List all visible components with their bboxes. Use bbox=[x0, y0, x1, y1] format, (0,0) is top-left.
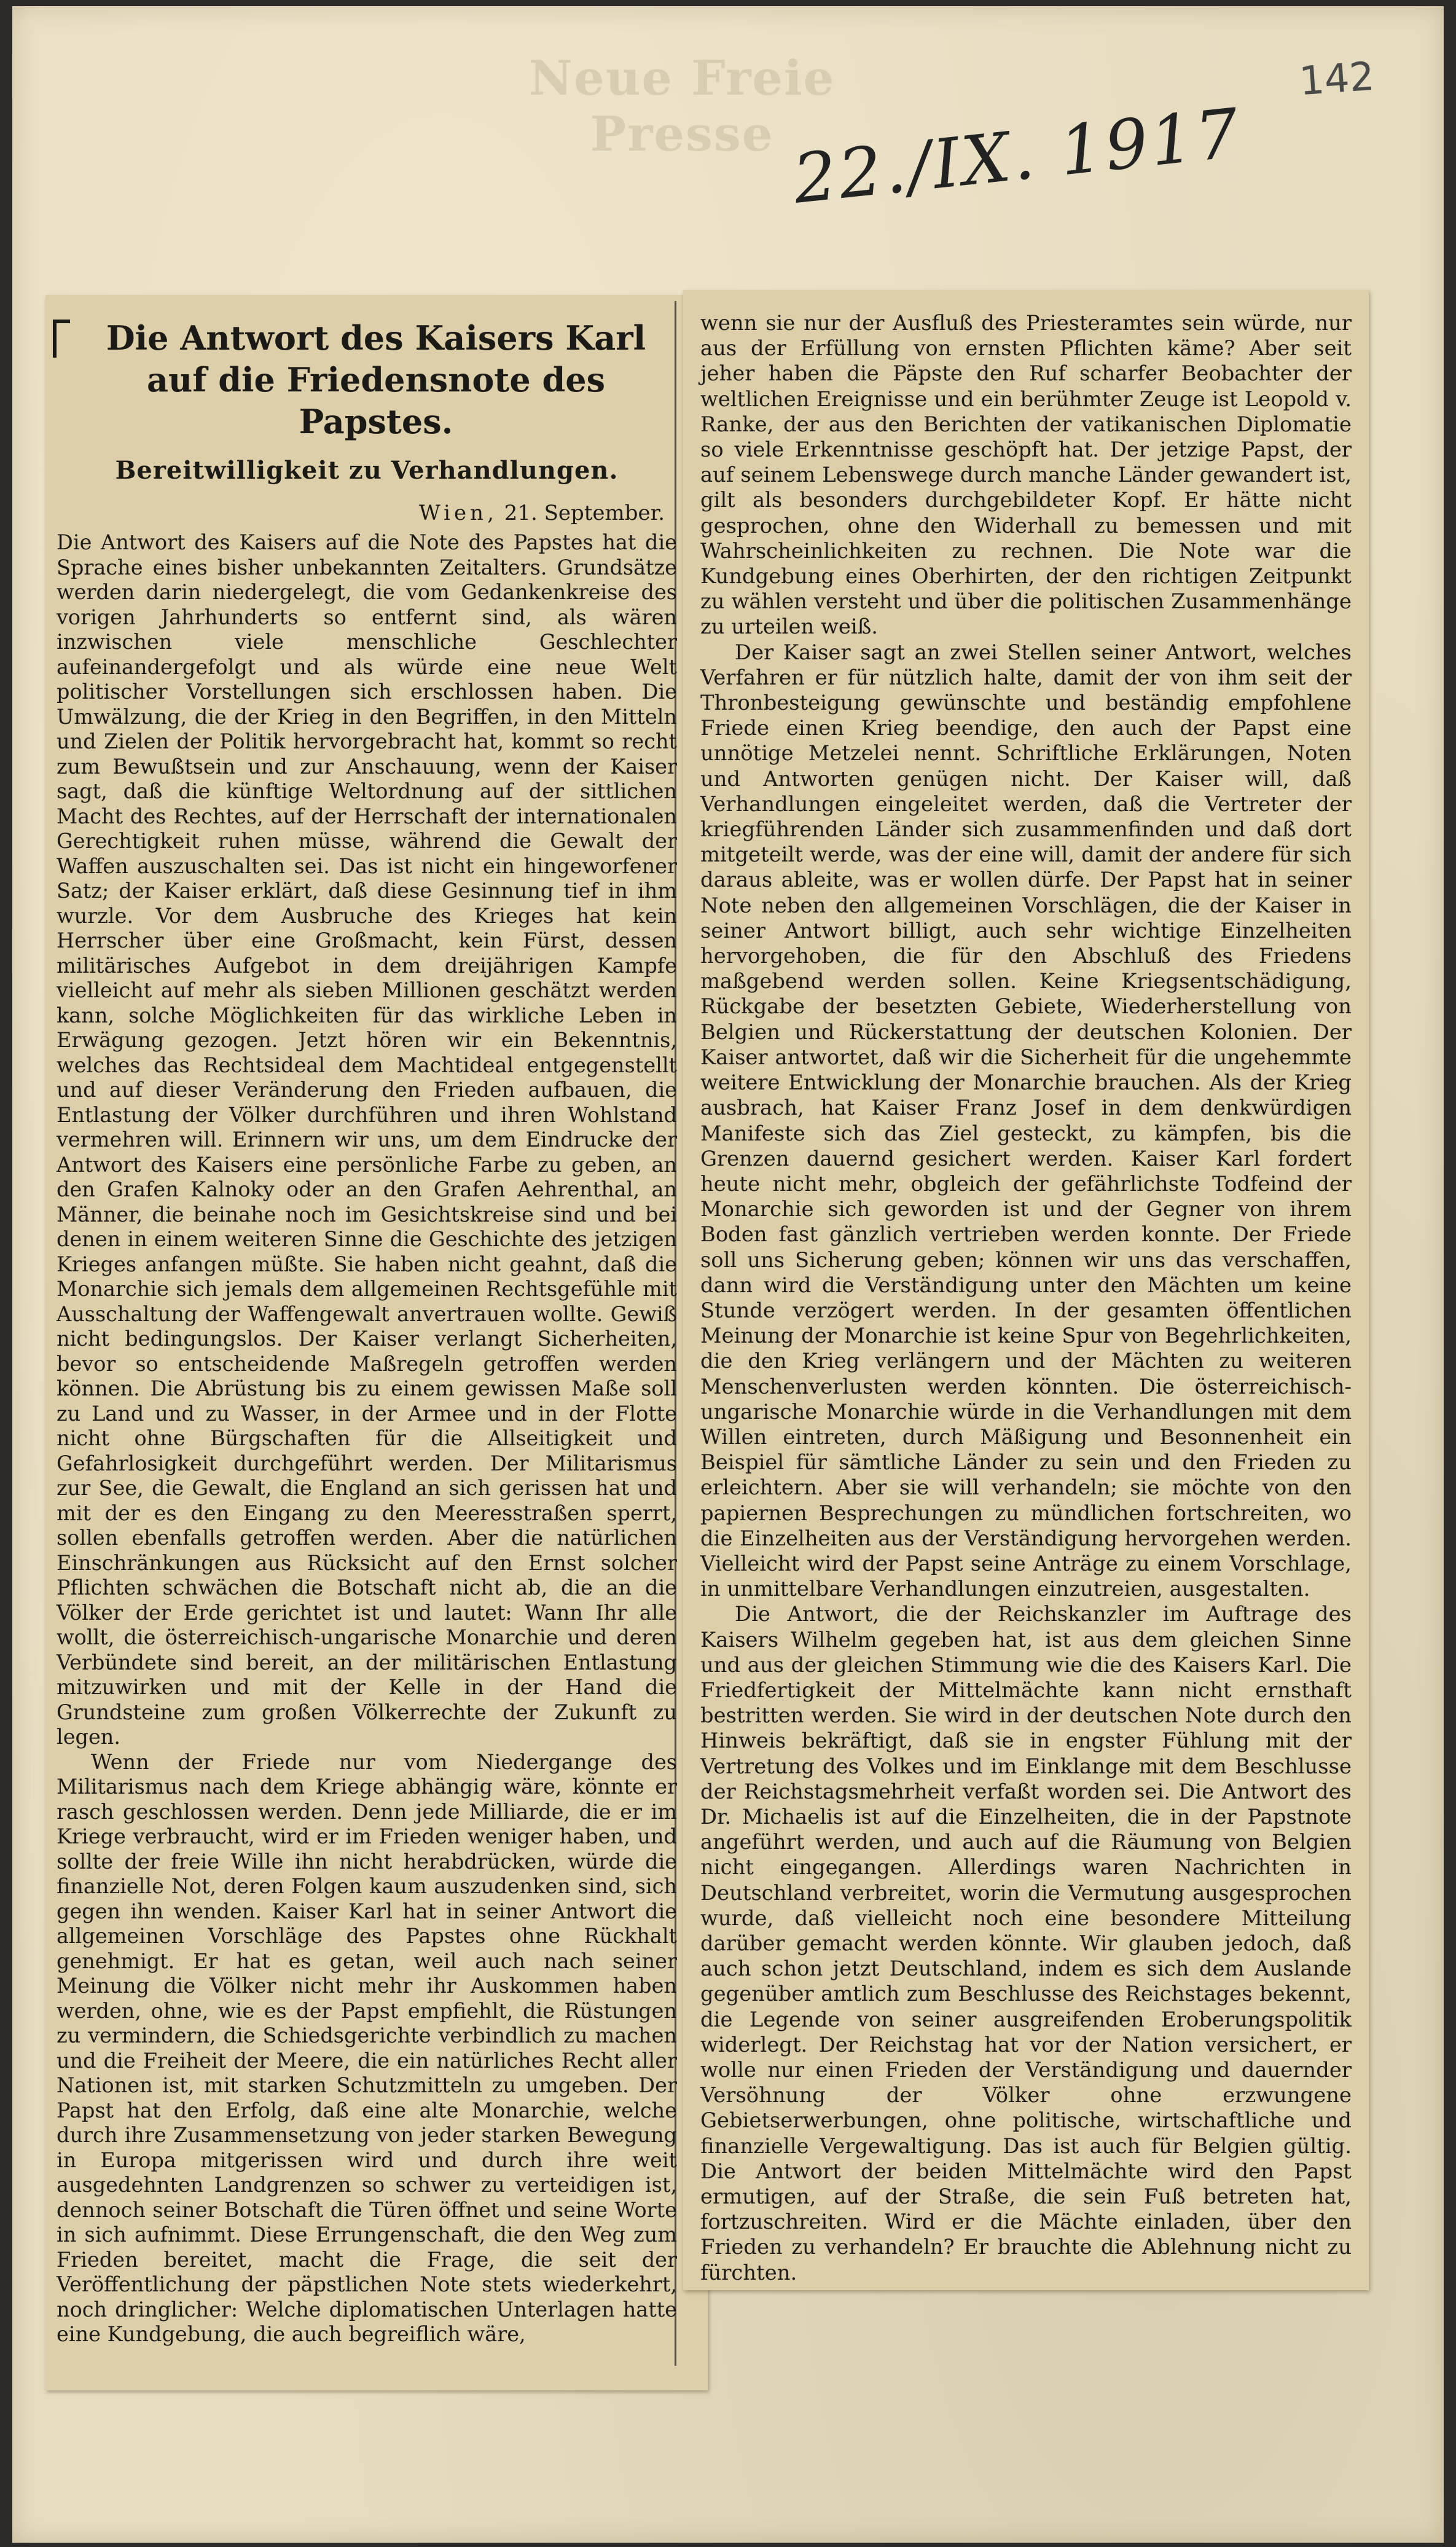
right-column-body bbox=[700, 310, 1352, 2285]
article-right-column bbox=[700, 310, 1352, 2285]
article-subheadline: Bereitwilligkeit zu Verhandlungen. bbox=[115, 456, 619, 485]
paragraph: Die Antwort des Kaisers auf die Note des Papstes hat die Sprache eines bisher unbekannten Zeitalters. Grundsätze werden darin niedergelegt, die vom Gedankenkreise des vorigen Jahrhunderts so entfernt sind, als wären inzwischen viele menschliche Geschlechter aufeinandergefolgt und als würde eine neue Welt politischer Vorstellungen sich erschlossen haben. Die Umwälzung, die der Krieg in den Begriffen, in den Mitteln und Zielen der Politik hervorgebracht hat, kommt so recht zum Bewußtsein und zur Anschauung, wenn der Kaiser sagt, daß die künftige Weltordnung auf der sittlichen Macht des Rechtes, auf der Herrschaft der internationalen Gerechtigkeit ruhen müsse, während die Gewalt der Waffen auszuschalten sei. Das ist nicht ein hingeworfener Satz; der Kaiser erklärt, daß diese Gesinnung tief in ihm wurzle. Vor dem Ausbruche des Krieges hat kein Herrscher über eine Großmacht, kein Fürst, dessen militärisches Aufgebot in dem dreijährigen Kampfe vielleicht auf mehr als sieben Millionen geschätzt werden kann, solche Möglichkeiten für das wirkliche Leben in Erwägung gezogen. Jetzt hören wir ein Bekenntnis, welches das Rechtsideal dem Machtideal entgegenstellt und auf dieser Veränderung den Frieden aufbauen, die Entlastung der Völker durchführen und ihren Wohlstand vermehren will. Erinnern wir uns, um dem Eindrucke der Antwort des Kaisers eine persönliche Farbe zu geben, an den Grafen Kalnoky oder an den Grafen Aehrenthal, an Männer, die beinahe noch im Gesichtskreise sind und bei denen in einem weiteren Sinne die Geschichte des jetzigen Krieges anfangen müßte. Sie haben nicht geahnt, daß die Monarchie sich jemals dem allgemeinen Rechtsgefühle mit Ausschaltung der Waffengewalt anvertrauen wollte. Gewiß nicht bedingungslos. Der Kaiser verlangt Sicherheiten, bevor so entscheidende Maßregeln getroffen werden können. Die Abrüstung bis zu einem gewissen Maße soll zu Land und zu Wasser, in der Armee und in der Flotte nicht ohne Bürgschaften für die Allseitigkeit und Gefahrlosigkeit durchgeführt werden. Der Militarismus zur See, die Gewalt, die England an sich gerissen hat und mit der es den Eingang zu den Meeresstraßen sperrt, sollen ebenfalls getroffen werden. Aber die natürlichen Einschränkungen aus Rücksicht auf den Ernst solcher Pflichten schwächen die Botschaft nicht ab, die an die Völker der Erde gerichtet ist und lautet: Wann Ihr alle wollt, die österreichisch-ungarische Monarchie und deren Verbündete sind bereit, an der militärischen Entlastung mitzuwirken und mit der Kelle in der Hand die Grundsteine zum großen Völkerrechte der Zukunft zu legen. bbox=[57, 530, 677, 1749]
handwritten-date: 22./IX. 1917 bbox=[789, 93, 1245, 219]
paragraph: Der Kaiser sagt an zwei Stellen seiner Antwort, welches Verfahren er für nützlich halte, damit der von ihm seit der Thronbesteigung gewünschte und beständig empfohlene Friede einen Krieg beendige, den auch der Papst eine unnötige Metzelei nennt. Schriftliche Erklärungen, Noten und Antworten genügen nicht. Der Kaiser will, daß Verhandlungen eingeleitet werden, daß die Vertreter der kriegführenden Länder sich zusammenfinden und daß dort mitgeteilt werde, was der eine will, damit der andere für sich daraus ableite, was er wollen dürfe. Der Papst hat in seiner Note neben den allgemeinen Vorschlägen, die der Kaiser in seiner Antwort billigt, auch sehr wichtige Einzelheiten hervorgehoben, die für den Abschluß des Friedens maßgebend werden sollen. Keine Kriegsentschädigung, Rückgabe der besetzten Gebiete, Wiederherstellung von Belgien und Rückerstattung der deutschen Kolonien. Der Kaiser antwortet, daß wir die Sicherheit für die ungehemmte weitere Entwicklung der Monarchie brauchen. Als der Krieg ausbrach, hat Kaiser Franz Josef in dem denkwürdigen Manifeste sich das Ziel gesteckt, zu kämpfen, bis die Grenzen dauernd gesichert werden. Kaiser Karl fordert heute nicht mehr, obgleich der gefährlichste Todfeind der Monarchie sich geworden ist und der Gegner von ihrem Boden fast gänzlich vertrieben werden konnte. Der Friede soll uns Sicherung geben; können wir uns das verschaffen, dann wird die Verständigung unter den Mächten um keine Stunde verzögert werden. In der gesamten öffentlichen Meinung der Monarchie ist keine Spur von Begehrlichkeiten, die den Krieg verlängern und der Mächten zu weiteren Menschenverlusten werden könnten. Die österreichisch-ungarische Monarchie würde in die Verhandlungen mit dem Willen eintreten, durch Mäßigung und Besonnenheit ein Beispiel für sämtliche Länder zu sein und den Frieden zu erleichtern. Aber sie will verhandeln; sie möchte von den papiernen Besprechungen zu mündlichen fortschreiten, wo die Einzelheiten aus der Verständigung hervorgehen werden. Vielleicht wird der Papst seine Anträge zu einem Vorschlage, in unmittelbare Verhandlungen einzutreien, ausgestalten. bbox=[700, 640, 1352, 1601]
article-headline bbox=[57, 317, 677, 442]
dateline-place: Wien, bbox=[418, 501, 498, 525]
left-column-body bbox=[57, 530, 677, 2347]
archive-number: 142 bbox=[1297, 53, 1376, 105]
article-left-column bbox=[57, 307, 677, 2347]
headline-text: Die Antwort des Kaisers Karl auf die Friedensnote des Papstes. bbox=[106, 318, 646, 441]
dateline-date: 21. September. bbox=[504, 501, 665, 525]
article-dateline bbox=[57, 501, 665, 525]
headline-bracket-mark bbox=[53, 320, 70, 358]
newspaper-masthead: Neue Freie Presse bbox=[528, 50, 836, 162]
paragraph: Die Antwort, die der Reichskanzler im Auftrage des Kaisers Wilhelm gegeben hat, ist aus dem gleichen Sinne und aus der gleichen Stimmung wie die des Kaisers Karl. Die Friedfertigkeit der Mittelmächte kann nicht ernsthaft bestritten werden. Sie wird in der deutschen Note durch den Hinweis bekräftigt, daß sie in engster Fühlung mit der Vertretung des Volkes und im Einklange mit dem Beschlusse der Reichstagsmehrheit verfaßt worden sei. Die Antwort des Dr. Michaelis ist auf die Einzelheiten, die in der Papstnote angeführt werden, und auch auf die Räumung von Belgien nicht eingegangen. Allerdings waren Nachrichten in Deutschland verbreitet, worin die Vermutung ausgesprochen wurde, daß vielleicht noch eine besondere Mitteilung darüber gemacht werden könnte. Wir glauben jedoch, daß auch schon jetzt Deutschland, indem es sich dem Auslande gegenüber amtlich zum Beschlusse des Reichstages bekennt, die Legende von seiner ausgreifenden Eroberungspolitik widerlegt. Der Reichstag hat vor der Nation versichert, er wolle nur einen Frieden der Verständigung und dauernder Versöhnung der Völker ohne erzwungene Gebietserwerbungen, ohne politische, wirtschaftliche und finanzielle Vergewaltigung. Das ist auch für Belgien gültig. Die Antwort der beiden Mittelmächte wird den Papst ermutigen, auf der Straße, die sein Fuß betreten hat, fortzuschreiten. Wird er die Mächte einladen, über den Frieden zu verhandeln? Er brauchte die Ablehnung nicht zu fürchten. bbox=[700, 1602, 1352, 2285]
paragraph: Wenn der Friede nur vom Niedergange des Militarismus nach dem Kriege abhängig wäre, könnte er rasch geschlossen werden. Denn jede Milliarde, die er im Kriege verbraucht, wird er im Frieden weniger haben, und sollte der freie Wille ihn nicht herabdrücken, würde die finanzielle Not, deren Folgen kaum auszudenken sind, sich gegen ihn wenden. Kaiser Karl hat in seiner Antwort die allgemeinen Vorschläge des Papstes ohne Rückhalt genehmigt. Er hat es getan, weil auch nach seiner Meinung die Völker nicht mehr ihr Auskommen haben werden, ohne, wie es der Papst empfiehlt, die Rüstungen zu vermindern, die Schiedsgerichte verbindlich zu machen und die Freiheit der Meere, die ein natürliches Recht aller Nationen ist, mit starken Schutzmitteln zu umgeben. Der Papst hat den Erfolg, daß eine alte Monarchie, welche durch ihre Zusammensetzung von jeder starken Bewegung in Europa mitgerissen wird und durch ihre weit ausgedehnten Landgrenzen so schwer zu verteidigen ist, dennoch seiner Botschaft die Türen öffnet und seine Worte in sich aufnimmt. Diese Errungenschaft, die den Weg zum Frieden bereitet, macht die Frage, die seit der Veröffentlichung der päpstlichen Note stets wiederkehrt, noch dringlicher: Welche diplomatischen Unterlagen hatte eine Kundgebung, die auch begreiflich wäre, bbox=[57, 1749, 677, 2346]
paragraph: wenn sie nur der Ausfluß des Priesteramtes sein würde, nur aus der Erfüllung von ernsten Pflichten käme? Aber seit jeher haben die Päpste den Ruf scharfer Beobachter der weltlichen Ereignisse und ein berühmter Zeuge ist Leopold v. Ranke, der aus den Berichten der vatikanischen Diplomatie so viele Erkenntnisse geschöpft hat. Der jetzige Papst, der auf seinem Lebenswege durch manche Länder gewandert ist, gilt als besonders durchgebildeter Kopf. Er hätte nicht gesprochen, ohne den Widerhall zu bemessen und mit Wahrscheinlichkeiten zu rechnen. Die Note war die Kundgebung eines Oberhirten, der den richtigen Zeitpunkt zu wählen versteht und über die politischen Zusammenhänge zu urteilen weiß. bbox=[700, 311, 1352, 639]
